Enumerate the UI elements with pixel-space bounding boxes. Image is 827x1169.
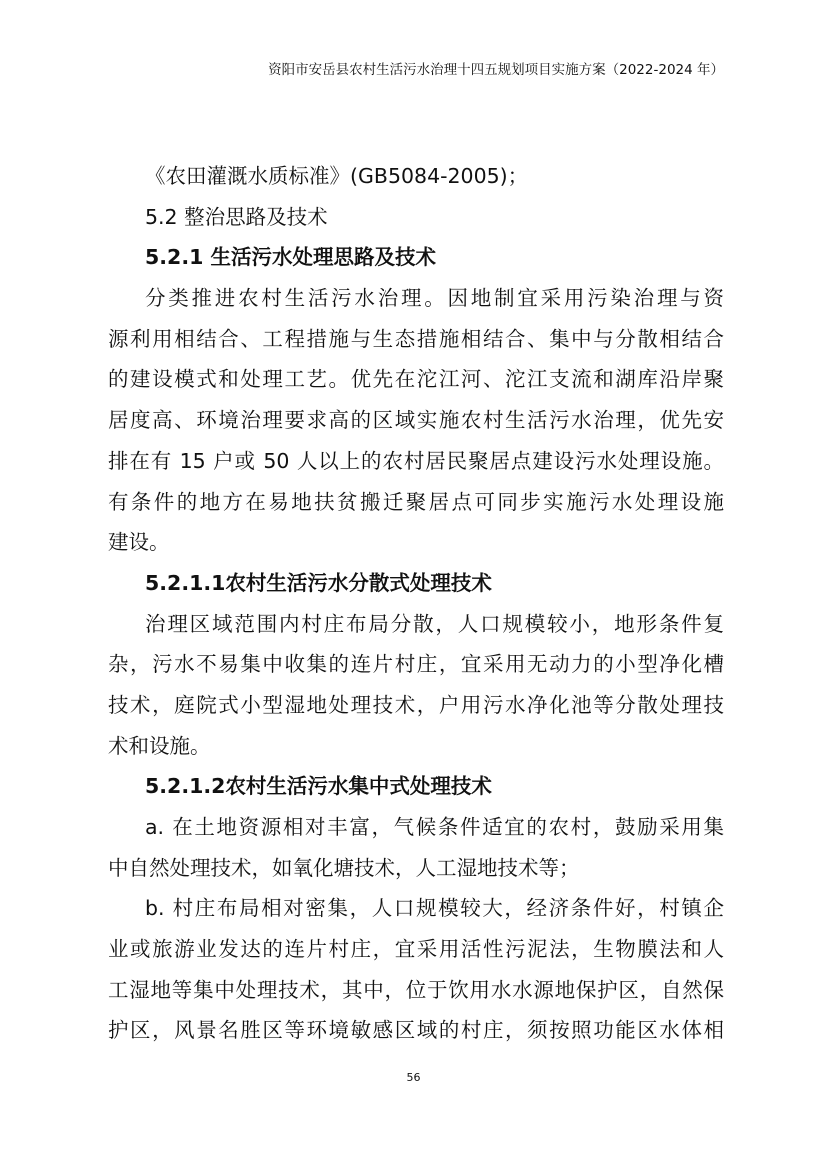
text-line: b. 村庄布局相对密集，人口规模较大，经济条件好，村镇企 <box>145 896 724 921</box>
text-line: 术和设施。 <box>108 733 211 758</box>
text-line: 杂，污水不易集中收集的连片村庄，宜采用无动力的小型净化槽 <box>108 652 724 677</box>
text-line: 治理区域范围内村庄布局分散，人口规模较小，地形条件复 <box>145 611 724 636</box>
text-line: 5.2 整治思路及技术 <box>145 204 328 229</box>
text-line: 有条件的地方在易地扶贫搬迁聚居点可同步实施污水处理设施 <box>108 489 724 514</box>
section-heading: 5.2.1.2农村生活污水集中式处理技术 <box>145 774 492 799</box>
text-line: 工湿地等集中处理技术，其中，位于饮用水水源地保护区，自然保 <box>108 977 724 1002</box>
section-heading: 5.2.1.1农村生活污水分散式处理技术 <box>145 570 492 595</box>
text-line: 中自然处理技术，如氧化塘技术，人工湿地技术等； <box>108 855 580 880</box>
text-line: 技术，庭院式小型湿地处理技术，户用污水净化池等分散处理技 <box>108 692 724 717</box>
text-line: 居度高、环境治理要求高的区域实施农村生活污水治理，优先安 <box>108 408 724 433</box>
section-heading: 5.2.1 生活污水处理思路及技术 <box>145 245 437 270</box>
text-line: 源利用相结合、工程措施与生态措施相结合、集中与分散相结合 <box>108 326 724 351</box>
document-body <box>108 156 724 1051</box>
page-number: 56 <box>406 1071 421 1084</box>
text-line: 的建设模式和处理工艺。优先在沱江河、沱江支流和湖库沿岸聚 <box>108 367 724 392</box>
text-line: 护区，风景名胜区等环境敏感区域的村庄，须按照功能区水体相 <box>108 1018 724 1043</box>
text-line: 业或旅游业发达的连片村庄，宜采用活性污泥法，生物膜法和人 <box>108 937 724 962</box>
text-line: 分类推进农村生活污水治理。因地制宜采用污染治理与资 <box>145 286 724 311</box>
text-line: 建设。 <box>108 530 170 555</box>
running-header: 资阳市安岳县农村生活污水治理十四五规划项目实施方案（2022-2024 年） <box>268 62 724 78</box>
text-line: 《农田灌溉水质标准》(GB5084-2005)； <box>145 164 529 188</box>
text-line: a. 在土地资源相对丰富，气候条件适宜的农村，鼓励采用集 <box>145 815 724 839</box>
text-line: 排在有 15 户或 50 人以上的农村居民聚居点建设污水处理设施。 <box>108 448 724 473</box>
